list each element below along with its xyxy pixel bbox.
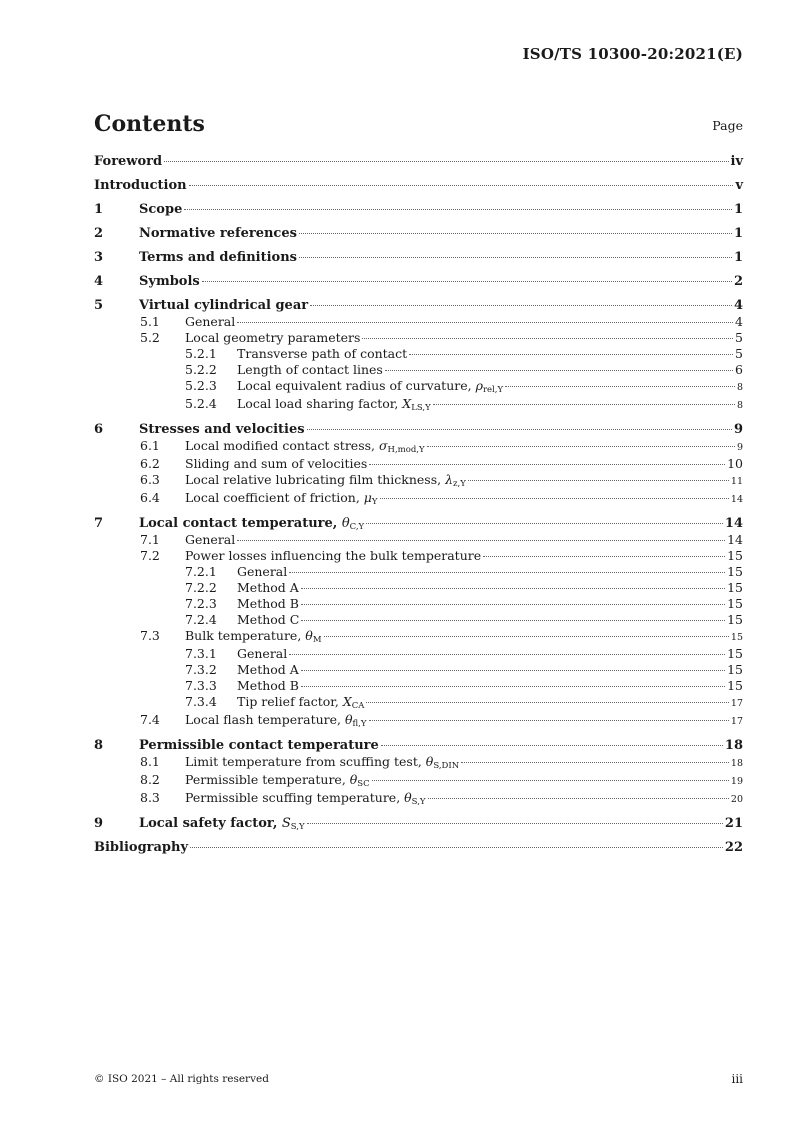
toc-page: 4: [733, 298, 743, 313]
toc-entry-7-3-2[interactable]: [94, 662, 743, 678]
toc-page: 20: [730, 794, 743, 805]
toc-title: [185, 628, 322, 644]
toc-number: 7.4: [140, 712, 160, 727]
toc-title-text: Local contact temperature,: [139, 516, 342, 531]
leader-dots: [301, 686, 725, 687]
toc-title: [237, 694, 364, 710]
toc-page: 21: [724, 816, 743, 831]
toc-entry-foreword[interactable]: [94, 154, 743, 170]
leader-dots: [310, 305, 732, 306]
symbol-subscript: C,Y: [349, 522, 365, 532]
toc-title: [185, 772, 370, 788]
symbol: θ: [404, 790, 412, 805]
toc-number: 5.2.3: [185, 378, 217, 393]
toc-entry-5-2-4[interactable]: [94, 396, 743, 414]
toc-number: 5.2.4: [185, 396, 217, 411]
toc-number: 7.2.2: [185, 580, 217, 595]
toc-page: 22: [724, 840, 743, 855]
copyright-notice: © ISO 2021 – All rights reserved: [94, 1073, 269, 1085]
toc-page: 15: [727, 662, 743, 677]
toc-page: 6: [735, 362, 743, 377]
toc-title: Sliding and sum of velocities: [185, 456, 368, 471]
toc-page: 8: [736, 400, 743, 411]
leader-dots: [299, 257, 732, 258]
toc-entry-4[interactable]: [94, 274, 743, 290]
toc-number: 7.2.1: [185, 564, 217, 579]
leader-dots: [237, 322, 733, 323]
toc-page: 14: [730, 494, 743, 505]
toc-title: Permissible contact temperature: [139, 738, 379, 753]
toc-entry-7[interactable]: [94, 516, 743, 532]
toc-title: [185, 438, 425, 454]
toc-page: 5: [735, 330, 743, 345]
toc-title: [185, 712, 367, 728]
toc-entry-8-2[interactable]: [94, 772, 743, 790]
toc-page: 17: [730, 698, 743, 709]
leader-dots: [299, 233, 732, 234]
toc-title: Method B: [237, 596, 299, 611]
toc-number: 6.3: [140, 472, 160, 487]
symbol-subscript: SC: [357, 779, 370, 789]
toc-entry-9[interactable]: [94, 816, 743, 832]
toc-page: 18: [724, 738, 743, 753]
symbol: X: [342, 694, 352, 709]
toc-number: 1: [94, 202, 104, 217]
toc-title: General: [185, 314, 236, 329]
toc-title: [185, 472, 466, 488]
toc-entry-8-3[interactable]: [94, 790, 743, 808]
symbol-subscript: CA: [351, 701, 365, 711]
leader-dots: [289, 572, 725, 573]
leader-dots: [301, 588, 725, 589]
toc-page: 15: [727, 564, 743, 579]
symbol: S: [281, 816, 291, 831]
symbol: θ: [341, 516, 350, 531]
toc-page: 9: [733, 422, 743, 437]
toc-title-text: Local relative lubricating film thickness,: [185, 472, 446, 487]
toc-page: v: [735, 178, 743, 193]
symbol-subscript: rel,Y: [482, 385, 504, 395]
leader-dots: [468, 480, 729, 481]
toc-number: 7.3.4: [185, 694, 217, 709]
table-of-contents: [94, 154, 743, 856]
leader-dots: [427, 446, 735, 447]
toc-page: 15: [730, 632, 743, 643]
symbol: θ: [425, 754, 434, 769]
toc-title: [185, 490, 378, 506]
toc-title: Power losses influencing the bulk temperature: [185, 548, 482, 563]
toc-entry-5-2-3[interactable]: [94, 378, 743, 396]
toc-title: Method C: [237, 612, 300, 627]
toc-title-text: Local flash temperature,: [185, 712, 345, 727]
toc-title: Bibliography: [94, 840, 189, 855]
toc-entry-8-1[interactable]: [94, 754, 743, 772]
toc-page: 15: [727, 612, 743, 627]
symbol: θ: [344, 712, 353, 727]
toc-title: General: [237, 646, 288, 661]
toc-title: Local geometry parameters: [185, 330, 361, 345]
toc-number: 9: [94, 816, 104, 831]
toc-entry-5-2[interactable]: [94, 330, 743, 346]
toc-number: 2: [94, 226, 104, 241]
toc-page: 15: [727, 646, 743, 661]
toc-entry-8[interactable]: [94, 738, 743, 754]
leader-dots: [301, 604, 725, 605]
toc-title-text: Local load sharing factor,: [237, 396, 403, 411]
leader-dots: [202, 281, 732, 282]
toc-page: 14: [724, 516, 743, 531]
toc-entry-7-2-4[interactable]: [94, 612, 743, 628]
toc-entry-7-3-1[interactable]: [94, 646, 743, 662]
toc-title: General: [185, 532, 236, 547]
toc-number: 8: [94, 738, 104, 753]
toc-page: iv: [730, 154, 743, 169]
toc-page: 4: [735, 314, 743, 329]
toc-number: 3: [94, 250, 104, 265]
toc-entry-6-3[interactable]: [94, 472, 743, 490]
toc-title: [139, 816, 305, 832]
toc-entry-7-3[interactable]: [94, 628, 743, 646]
toc-page: 1: [733, 202, 743, 217]
toc-page: 5: [735, 346, 743, 361]
toc-number: 5.1: [140, 314, 160, 329]
symbol-subscript: Y: [371, 497, 378, 507]
toc-title: Terms and definitions: [139, 250, 297, 265]
leader-dots: [505, 386, 735, 387]
toc-page: 15: [727, 596, 743, 611]
toc-title: Symbols: [139, 274, 200, 289]
toc-page: 9: [736, 442, 743, 453]
symbol-subscript: H,mod,Y: [387, 445, 425, 455]
leader-dots: [369, 464, 725, 465]
toc-title: Virtual cylindrical gear: [139, 298, 309, 313]
toc-entry-5-2-2[interactable]: [94, 362, 743, 378]
toc-entry-5-2-1[interactable]: [94, 346, 743, 362]
toc-title: [237, 378, 503, 394]
toc-title: Method A: [237, 662, 299, 677]
toc-title: Method B: [237, 678, 299, 693]
toc-entry-6[interactable]: [94, 422, 743, 438]
leader-dots: [190, 847, 723, 848]
toc-number: 7.3: [140, 628, 160, 643]
leader-dots: [184, 209, 732, 210]
toc-number: 7.2.4: [185, 612, 217, 627]
toc-page: 15: [727, 548, 743, 563]
toc-entry-5-1[interactable]: [94, 314, 743, 330]
toc-title-text: Local safety factor,: [139, 816, 282, 831]
toc-title: Introduction: [94, 178, 187, 193]
leader-dots: [366, 702, 728, 703]
symbol: λ: [445, 472, 454, 487]
leader-dots: [381, 745, 723, 746]
toc-number: 7.3.2: [185, 662, 217, 677]
leader-dots: [380, 498, 729, 499]
toc-page: 8: [736, 382, 743, 393]
toc-number: 7.2: [140, 548, 160, 563]
page-column-label: Page: [712, 118, 743, 133]
toc-entry-6-4[interactable]: [94, 490, 743, 508]
toc-number: 6.1: [140, 438, 160, 453]
leader-dots: [307, 429, 732, 430]
toc-entry-introduction[interactable]: [94, 178, 743, 194]
toc-page: 17: [730, 716, 743, 727]
toc-number: 5: [94, 298, 104, 313]
leader-dots: [409, 354, 733, 355]
page-number: iii: [731, 1072, 743, 1086]
document-id: ISO/TS 10300-20:2021(E): [522, 45, 743, 63]
toc-number: 6: [94, 422, 104, 437]
toc-title-text: Tip relief factor,: [237, 694, 343, 709]
toc-page: 11: [730, 476, 743, 487]
toc-title: [185, 790, 426, 806]
toc-number: 5.2.1: [185, 346, 217, 361]
toc-number: 8.3: [140, 790, 160, 805]
toc-page: 1: [733, 250, 743, 265]
toc-title: Method A: [237, 580, 299, 595]
leader-dots: [483, 556, 725, 557]
toc-number: 7.2.3: [185, 596, 217, 611]
toc-title-text: Permissible temperature,: [185, 772, 350, 787]
leader-dots: [366, 523, 723, 524]
toc-title-text: Local equivalent radius of curvature,: [237, 378, 476, 393]
toc-number: 5.2: [140, 330, 160, 345]
toc-page: 19: [730, 776, 743, 787]
toc-number: 4: [94, 274, 104, 289]
toc-title-text: Bulk temperature,: [185, 628, 306, 643]
leader-dots: [307, 823, 723, 824]
toc-title: General: [237, 564, 288, 579]
toc-number: 8.1: [140, 754, 160, 769]
leader-dots: [372, 780, 729, 781]
toc-entry-7-3-4[interactable]: [94, 694, 743, 712]
toc-entry-6-1[interactable]: [94, 438, 743, 456]
toc-entry-7-2-1[interactable]: [94, 564, 743, 580]
toc-entry-7-4[interactable]: [94, 712, 743, 730]
toc-page: 1: [733, 226, 743, 241]
toc-title: Length of contact lines: [237, 362, 383, 377]
toc-title: Transverse path of contact: [237, 346, 408, 361]
toc-title: Stresses and velocities: [139, 422, 305, 437]
symbol: σ: [378, 438, 388, 453]
symbol-subscript: fl,Y: [352, 719, 367, 729]
toc-title-text: Permissible scuffing temperature,: [185, 790, 405, 805]
toc-number: 8.2: [140, 772, 160, 787]
leader-dots: [433, 404, 735, 405]
toc-title: Foreword: [94, 154, 163, 169]
symbol: θ: [349, 772, 358, 787]
toc-title: [139, 516, 364, 532]
toc-entry-7-3-3[interactable]: [94, 678, 743, 694]
toc-entry-6-2[interactable]: [94, 456, 743, 472]
symbol: X: [402, 396, 412, 411]
toc-title-text: Local modified contact stress,: [185, 438, 379, 453]
toc-entry-7-2-3[interactable]: [94, 596, 743, 612]
contents-heading: Contents: [94, 111, 205, 137]
leader-dots: [164, 161, 728, 162]
leader-dots: [289, 654, 725, 655]
toc-entry-bibliography[interactable]: [94, 840, 743, 856]
toc-entry-1[interactable]: [94, 202, 743, 218]
symbol: θ: [305, 628, 313, 643]
leader-dots: [189, 185, 734, 186]
toc-number: 6.4: [140, 490, 160, 505]
symbol-subscript: S,Y: [411, 797, 426, 807]
toc-title: [185, 754, 459, 770]
symbol-subscript: M: [312, 635, 322, 645]
toc-number: 7.3.3: [185, 678, 217, 693]
symbol-subscript: z,Y: [453, 479, 466, 489]
leader-dots: [237, 540, 725, 541]
leader-dots: [428, 798, 729, 799]
toc-page: 18: [730, 758, 743, 769]
leader-dots: [461, 762, 729, 763]
toc-entry-7-2[interactable]: [94, 548, 743, 564]
leader-dots: [301, 620, 725, 621]
symbol: μ: [363, 490, 372, 505]
toc-title-text: Local coefficient of friction,: [185, 490, 364, 505]
toc-number: 7.1: [140, 532, 160, 547]
toc-entry-7-2-2[interactable]: [94, 580, 743, 596]
symbol-subscript: S,DIN: [433, 761, 460, 771]
toc-number: 7.3.1: [185, 646, 217, 661]
toc-page: 2: [733, 274, 743, 289]
symbol: ρ: [475, 378, 483, 393]
toc-entry-3[interactable]: [94, 250, 743, 266]
toc-number: 6.2: [140, 456, 160, 471]
leader-dots: [369, 720, 729, 721]
symbol-subscript: LS,Y: [411, 403, 431, 413]
toc-title-text: Limit temperature from scuffing test,: [185, 754, 426, 769]
toc-title: Normative references: [139, 226, 297, 241]
toc-page: 14: [727, 532, 743, 547]
toc-title: [237, 396, 431, 412]
toc-page: 15: [727, 678, 743, 693]
toc-entry-2[interactable]: [94, 226, 743, 242]
toc-number: 7: [94, 516, 104, 531]
toc-title: Scope: [139, 202, 183, 217]
toc-entry-5[interactable]: [94, 298, 743, 314]
leader-dots: [324, 636, 729, 637]
toc-page: 10: [727, 456, 743, 471]
toc-page: 15: [727, 580, 743, 595]
toc-entry-7-1[interactable]: [94, 532, 743, 548]
leader-dots: [385, 370, 733, 371]
leader-dots: [301, 670, 725, 671]
toc-number: 5.2.2: [185, 362, 217, 377]
symbol-subscript: S,Y: [290, 822, 305, 832]
leader-dots: [362, 338, 733, 339]
